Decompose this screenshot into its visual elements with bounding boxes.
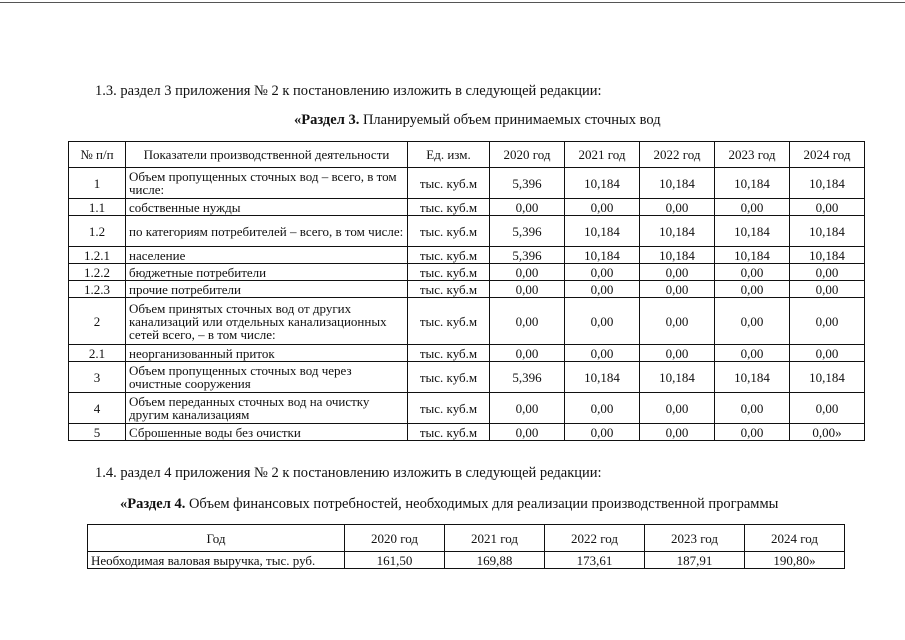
value-2022: 173,61 — [545, 552, 645, 569]
table-row — [69, 393, 865, 424]
row-number: 1.1 — [69, 199, 126, 216]
value-2022: 10,184 — [640, 216, 715, 247]
unit: тыс. куб.м — [408, 168, 490, 199]
value-2024: 10,184 — [790, 168, 865, 199]
value-2022: 10,184 — [640, 247, 715, 264]
row-number: 1.2 — [69, 216, 126, 247]
value-2021: 0,00 — [565, 345, 640, 362]
header-year: Год — [88, 525, 345, 552]
value-2023: 0,00 — [715, 199, 790, 216]
section-3-header-row — [69, 142, 865, 168]
indicator-name: Сброшенные воды без очистки — [126, 424, 408, 441]
indicator-name: прочие потребители — [126, 281, 408, 298]
value-2024: 0,00 — [790, 345, 865, 362]
value-2021: 0,00 — [565, 281, 640, 298]
value-2020: 0,00 — [490, 345, 565, 362]
section-3-title-bold: «Раздел 3. — [294, 112, 360, 128]
table-row — [69, 298, 865, 345]
value-2021: 10,184 — [565, 247, 640, 264]
indicator-name: население — [126, 247, 408, 264]
value-2022: 0,00 — [640, 345, 715, 362]
value-2024: 190,80» — [745, 552, 845, 569]
value-2021: 10,184 — [565, 168, 640, 199]
value-2023: 0,00 — [715, 345, 790, 362]
header-2024: 2024 год — [790, 142, 865, 168]
value-2024: 0,00 — [790, 393, 865, 424]
value-2023: 0,00 — [715, 281, 790, 298]
value-2020: 5,396 — [490, 216, 565, 247]
header-2020: 2020 год — [345, 525, 445, 552]
value-2024: 0,00 — [790, 199, 865, 216]
paragraph-1-3: 1.3. раздел 3 приложения № 2 к постановлению изложить в следующей редакции: — [95, 83, 602, 99]
indicator-name: Объем принятых сточных вод от других канализаций или отдельных канализационных сетей всего, – в том числе: — [126, 298, 408, 345]
header-num: № п/п — [69, 142, 126, 168]
value-2020: 161,50 — [345, 552, 445, 569]
header-2022: 2022 год — [640, 142, 715, 168]
unit: тыс. куб.м — [408, 281, 490, 298]
indicator-name: неорганизованный приток — [126, 345, 408, 362]
value-2024: 0,00 — [790, 281, 865, 298]
header-2020: 2020 год — [490, 142, 565, 168]
row-number: 4 — [69, 393, 126, 424]
value-2021: 0,00 — [565, 424, 640, 441]
value-2022: 10,184 — [640, 168, 715, 199]
value-2020: 0,00 — [490, 424, 565, 441]
table-row — [69, 345, 865, 362]
table-row — [88, 552, 845, 569]
row-number: 2.1 — [69, 345, 126, 362]
section-4-title — [120, 496, 778, 513]
value-2020: 5,396 — [490, 247, 565, 264]
revenue-label: Необходимая валовая выручка, тыс. руб. — [88, 552, 345, 569]
value-2023: 10,184 — [715, 247, 790, 264]
header-2023: 2023 год — [715, 142, 790, 168]
value-2023: 0,00 — [715, 264, 790, 281]
section-3-title — [294, 112, 661, 129]
unit: тыс. куб.м — [408, 298, 490, 345]
row-number: 1.2.3 — [69, 281, 126, 298]
value-2022: 0,00 — [640, 281, 715, 298]
header-2021: 2021 год — [445, 525, 545, 552]
table-row — [69, 216, 865, 247]
indicator-name: Объем пропущенных сточных вод через очистные сооружения — [126, 362, 408, 393]
row-number: 2 — [69, 298, 126, 345]
indicator-name: бюджетные потребители — [126, 264, 408, 281]
value-2020: 0,00 — [490, 393, 565, 424]
value-2023: 10,184 — [715, 216, 790, 247]
value-2021: 0,00 — [565, 264, 640, 281]
value-2021: 0,00 — [565, 393, 640, 424]
value-2024: 0,00» — [790, 424, 865, 441]
value-2024: 10,184 — [790, 247, 865, 264]
table-row — [69, 362, 865, 393]
section-3-title-rest: Планируемый объем принимаемых сточных вод — [359, 112, 661, 128]
value-2023: 10,184 — [715, 168, 790, 199]
table-row — [69, 264, 865, 281]
row-number: 1.2.1 — [69, 247, 126, 264]
value-2024: 10,184 — [790, 216, 865, 247]
value-2021: 0,00 — [565, 298, 640, 345]
value-2022: 0,00 — [640, 199, 715, 216]
indicator-name: Объем пропущенных сточных вод – всего, в том числе: — [126, 168, 408, 199]
value-2023: 187,91 — [645, 552, 745, 569]
value-2020: 0,00 — [490, 281, 565, 298]
row-number: 5 — [69, 424, 126, 441]
header-2023: 2023 год — [645, 525, 745, 552]
value-2022: 0,00 — [640, 264, 715, 281]
value-2020: 0,00 — [490, 264, 565, 281]
section-3-table — [68, 141, 865, 441]
header-2021: 2021 год — [565, 142, 640, 168]
indicator-name: по категориям потребителей – всего, в том числе: — [126, 216, 408, 247]
section-4-table — [87, 524, 845, 569]
value-2022: 0,00 — [640, 298, 715, 345]
section-4-title-rest: Объем финансовых потребностей, необходимых для реализации производственной программы — [185, 496, 779, 512]
value-2023: 0,00 — [715, 424, 790, 441]
unit: тыс. куб.м — [408, 216, 490, 247]
value-2020: 5,396 — [490, 168, 565, 199]
header-unit: Ед. изм. — [408, 142, 490, 168]
table-row — [69, 199, 865, 216]
table-row — [69, 281, 865, 298]
value-2021: 10,184 — [565, 362, 640, 393]
value-2020: 0,00 — [490, 199, 565, 216]
value-2020: 0,00 — [490, 298, 565, 345]
value-2023: 0,00 — [715, 393, 790, 424]
header-2022: 2022 год — [545, 525, 645, 552]
value-2020: 5,396 — [490, 362, 565, 393]
top-rule — [0, 2, 905, 3]
unit: тыс. куб.м — [408, 199, 490, 216]
table-row — [69, 247, 865, 264]
value-2023: 0,00 — [715, 298, 790, 345]
row-number: 1 — [69, 168, 126, 199]
unit: тыс. куб.м — [408, 345, 490, 362]
unit: тыс. куб.м — [408, 247, 490, 264]
row-number: 1.2.2 — [69, 264, 126, 281]
unit: тыс. куб.м — [408, 264, 490, 281]
value-2022: 0,00 — [640, 393, 715, 424]
indicator-name: Объем переданных сточных вод на очистку другим канализациям — [126, 393, 408, 424]
unit: тыс. куб.м — [408, 362, 490, 393]
header-indicator: Показатели производственной деятельности — [126, 142, 408, 168]
value-2024: 10,184 — [790, 362, 865, 393]
indicator-name: собственные нужды — [126, 199, 408, 216]
header-2024: 2024 год — [745, 525, 845, 552]
value-2021: 169,88 — [445, 552, 545, 569]
unit: тыс. куб.м — [408, 424, 490, 441]
paragraph-1-4: 1.4. раздел 4 приложения № 2 к постановлению изложить в следующей редакции: — [95, 465, 602, 481]
table-row — [69, 168, 865, 199]
section-4-title-bold: «Раздел 4. — [120, 496, 186, 512]
value-2023: 10,184 — [715, 362, 790, 393]
value-2024: 0,00 — [790, 264, 865, 281]
value-2022: 10,184 — [640, 362, 715, 393]
value-2021: 0,00 — [565, 199, 640, 216]
table-row — [69, 424, 865, 441]
value-2021: 10,184 — [565, 216, 640, 247]
value-2022: 0,00 — [640, 424, 715, 441]
section-4-header-row — [88, 525, 845, 552]
value-2024: 0,00 — [790, 298, 865, 345]
row-number: 3 — [69, 362, 126, 393]
unit: тыс. куб.м — [408, 393, 490, 424]
